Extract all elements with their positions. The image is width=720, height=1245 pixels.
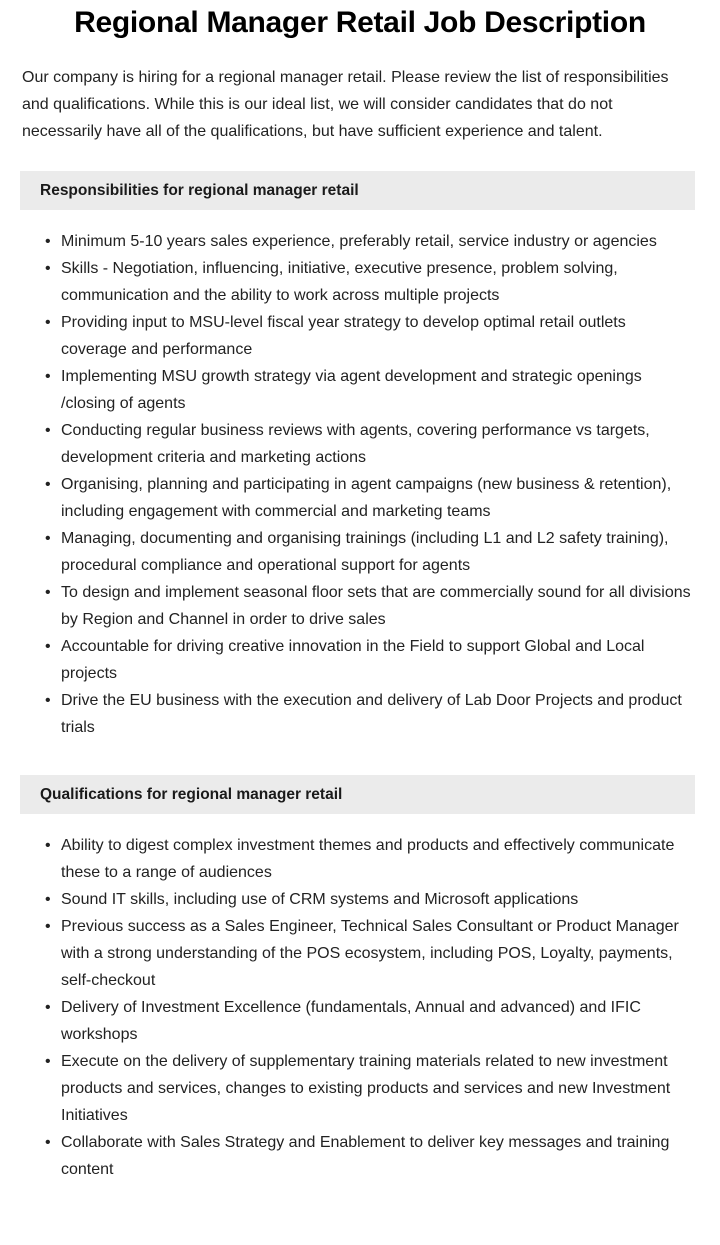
list-item [45,687,695,741]
list-item-text: Ability to digest complex investment themes and products and effectively communicate these to a range of audiences [61,837,675,881]
list-item [45,913,695,994]
bullet-icon: • [45,422,51,439]
list-item [45,255,695,309]
list-item-text: Implementing MSU growth strategy via agent development and strategic openings /closing of agents [61,368,642,412]
qualifications-heading: Qualifications for regional manager retail [40,786,343,803]
responsibilities-heading: Responsibilities for regional manager retail [40,182,359,199]
list-item [45,525,695,579]
list-item [45,633,695,687]
list-item-text: Collaborate with Sales Strategy and Enablement to deliver key messages and training content [61,1134,670,1178]
list-item-text: Drive the EU business with the execution and delivery of Lab Door Projects and product trials [61,692,682,736]
list-item-text: Skills - Negotiation, influencing, initiative, executive presence, problem solving, communication and the ability to work across multiple projects [61,260,618,304]
bullet-icon: • [45,1053,51,1070]
list-item [45,579,695,633]
list-item-text: Sound IT skills, including use of CRM systems and Microsoft applications [61,891,579,908]
bullet-icon: • [45,476,51,493]
list-item [45,1129,695,1183]
qualifications-list [0,814,720,1183]
bullet-icon: • [45,837,51,854]
list-item-text: Conducting regular business reviews with agents, covering performance vs targets, development criteria and marketing actions [61,422,650,466]
bullet-icon: • [45,314,51,331]
bullet-icon: • [45,368,51,385]
list-item-text: Minimum 5-10 years sales experience, preferably retail, service industry or agencies [61,233,657,250]
bullet-icon: • [45,584,51,601]
list-item-text: Previous success as a Sales Engineer, Technical Sales Consultant or Product Manager with a strong understanding of the POS ecosystem, including POS, Loyalty, payments, self-checkout [61,918,679,989]
responsibilities-spacer [0,741,720,749]
qualifications-section-header [20,775,695,814]
bullet-icon: • [45,530,51,547]
list-item-text: Managing, documenting and organising trainings (including L1 and L2 safety training), procedural compliance and operational support for agents [61,530,669,574]
list-item [45,228,695,255]
qualifications-section [0,775,720,1191]
bullet-icon: • [45,260,51,277]
list-item [45,417,695,471]
responsibilities-list [0,210,720,741]
page-title: Regional Manager Retail Job Description [74,6,646,39]
list-item [45,886,695,913]
list-item-text: Providing input to MSU-level fiscal year strategy to develop optimal retail outlets coverage and performance [61,314,626,358]
list-item-text: Execute on the delivery of supplementary training materials related to new investment products and services, changes to existing products and services and new Investment Initiatives [61,1053,671,1124]
bullet-icon: • [45,233,51,250]
bullet-icon: • [45,692,51,709]
bullet-icon: • [45,999,51,1016]
qualifications-spacer [0,1183,720,1191]
intro-paragraph: Our company is hiring for a regional manager retail. Please review the list of responsibilities and qualifications. While this is our ideal list, we will consider candidates that do not necessarily have all of the qualifications, but have sufficient experience and talent. [22,69,669,140]
responsibilities-section [0,171,720,749]
list-item-text: To design and implement seasonal floor sets that are commercially sound for all divisions by Region and Channel in order to drive sales [61,584,691,628]
bullet-icon: • [45,1134,51,1151]
bullet-icon: • [45,638,51,655]
list-item [45,994,695,1048]
list-item-text: Delivery of Investment Excellence (fundamentals, Annual and advanced) and IFIC workshops [61,999,641,1043]
list-item [45,1048,695,1129]
list-item-text: Organising, planning and participating in agent campaigns (new business & retention), including engagement with commercial and marketing teams [61,476,672,520]
list-item [45,363,695,417]
list-item [45,471,695,525]
bullet-icon: • [45,918,51,935]
list-item-text: Accountable for driving creative innovation in the Field to support Global and Local projects [61,638,645,682]
responsibilities-section-header [20,171,695,210]
list-item [45,309,695,363]
list-item [45,832,695,886]
bullet-icon: • [45,891,51,908]
page-bottom-spacer [0,1191,720,1225]
